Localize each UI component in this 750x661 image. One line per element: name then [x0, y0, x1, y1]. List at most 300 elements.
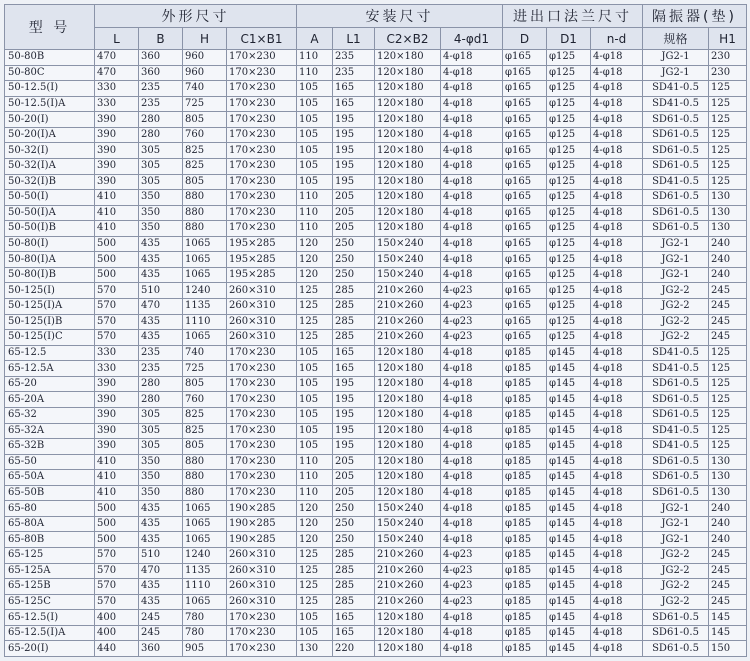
value-cell: 410 — [95, 221, 139, 237]
value-cell: 360 — [139, 65, 183, 81]
table-row — [5, 236, 747, 252]
value-cell: SD41-0.5 — [643, 423, 709, 439]
value-cell: 190×285 — [227, 532, 297, 548]
model-cell: 50-80(I) — [5, 236, 95, 252]
value-cell: 150×240 — [375, 236, 441, 252]
value-cell: 170×230 — [227, 221, 297, 237]
value-cell: 125 — [297, 299, 333, 315]
value-cell: 170×230 — [227, 50, 297, 66]
value-cell: 210×260 — [375, 548, 441, 564]
value-cell: 240 — [709, 252, 747, 268]
value-cell: JG2-1 — [643, 501, 709, 517]
value-cell: 210×260 — [375, 299, 441, 315]
table-row — [5, 81, 747, 97]
value-cell: 120 — [297, 252, 333, 268]
value-cell: 205 — [333, 190, 375, 206]
value-cell: 235 — [139, 81, 183, 97]
column-header: H1 — [709, 28, 747, 50]
value-cell: φ185 — [503, 392, 547, 408]
value-cell: 1065 — [183, 236, 227, 252]
value-cell: 285 — [333, 548, 375, 564]
value-cell: 410 — [95, 470, 139, 486]
value-cell: 470 — [139, 299, 183, 315]
value-cell: 245 — [709, 299, 747, 315]
value-cell: 125 — [297, 563, 333, 579]
table-row — [5, 563, 747, 579]
value-cell: 4-φ18 — [441, 407, 503, 423]
value-cell: 205 — [333, 470, 375, 486]
value-cell: 570 — [95, 579, 139, 595]
value-cell: 125 — [297, 579, 333, 595]
value-cell: 305 — [139, 143, 183, 159]
column-header: 规格 — [643, 28, 709, 50]
value-cell: JG2-2 — [643, 548, 709, 564]
value-cell: 170×230 — [227, 190, 297, 206]
table-row — [5, 594, 747, 610]
value-cell: φ165 — [503, 190, 547, 206]
value-cell: φ145 — [547, 485, 591, 501]
model-cell: 65-80B — [5, 532, 95, 548]
value-cell: φ125 — [547, 174, 591, 190]
value-cell: 245 — [139, 625, 183, 641]
column-header: D1 — [547, 28, 591, 50]
model-cell: 65-12.5(I) — [5, 610, 95, 626]
value-cell: 825 — [183, 407, 227, 423]
value-cell: 4-φ18 — [441, 345, 503, 361]
value-cell: 170×230 — [227, 158, 297, 174]
value-cell: 1065 — [183, 252, 227, 268]
value-cell: 4-φ18 — [591, 516, 643, 532]
value-cell: 125 — [709, 376, 747, 392]
value-cell: 305 — [139, 158, 183, 174]
value-cell: 4-φ18 — [591, 579, 643, 595]
value-cell: 170×230 — [227, 610, 297, 626]
value-cell: 880 — [183, 470, 227, 486]
table-row — [5, 205, 747, 221]
value-cell: 880 — [183, 485, 227, 501]
value-cell: 250 — [333, 532, 375, 548]
table-row — [5, 423, 747, 439]
value-cell: 4-φ18 — [441, 190, 503, 206]
value-cell: 390 — [95, 112, 139, 128]
value-cell: φ145 — [547, 548, 591, 564]
value-cell: 280 — [139, 376, 183, 392]
value-cell: 105 — [297, 407, 333, 423]
column-header: D — [503, 28, 547, 50]
value-cell: 285 — [333, 299, 375, 315]
value-cell: 4-φ18 — [591, 221, 643, 237]
value-cell: 4-φ18 — [591, 190, 643, 206]
column-header: H — [183, 28, 227, 50]
model-cell: 50-12.5(I)A — [5, 96, 95, 112]
value-cell: JG2-1 — [643, 252, 709, 268]
value-cell: φ145 — [547, 594, 591, 610]
value-cell: 195 — [333, 174, 375, 190]
value-cell: 130 — [709, 485, 747, 501]
value-cell: 235 — [139, 96, 183, 112]
value-cell: 435 — [139, 501, 183, 517]
value-cell: 105 — [297, 392, 333, 408]
value-cell: φ185 — [503, 501, 547, 517]
value-cell: φ125 — [547, 81, 591, 97]
value-cell: φ165 — [503, 205, 547, 221]
value-cell: 170×230 — [227, 96, 297, 112]
value-cell: 1065 — [183, 330, 227, 346]
value-cell: 105 — [297, 81, 333, 97]
value-cell: 305 — [139, 423, 183, 439]
value-cell: 125 — [709, 392, 747, 408]
column-header: A — [297, 28, 333, 50]
value-cell: 4-φ18 — [591, 641, 643, 657]
value-cell: 570 — [95, 548, 139, 564]
value-cell: 4-φ18 — [441, 376, 503, 392]
value-cell: 570 — [95, 314, 139, 330]
value-cell: 195 — [333, 392, 375, 408]
value-cell: φ125 — [547, 127, 591, 143]
value-cell: φ125 — [547, 221, 591, 237]
table-row — [5, 407, 747, 423]
value-cell: 240 — [709, 532, 747, 548]
value-cell: 125 — [297, 283, 333, 299]
value-cell: 390 — [95, 407, 139, 423]
value-cell: 390 — [95, 392, 139, 408]
value-cell: 130 — [297, 641, 333, 657]
value-cell: 4-φ18 — [441, 485, 503, 501]
value-cell: 170×230 — [227, 376, 297, 392]
value-cell: 130 — [709, 205, 747, 221]
value-cell: 4-φ18 — [591, 563, 643, 579]
value-cell: 1135 — [183, 563, 227, 579]
value-cell: φ125 — [547, 299, 591, 315]
value-cell: 4-φ18 — [441, 392, 503, 408]
value-cell: 780 — [183, 610, 227, 626]
table-row — [5, 221, 747, 237]
value-cell: 110 — [297, 50, 333, 66]
value-cell: SD61-0.5 — [643, 221, 709, 237]
value-cell: φ125 — [547, 283, 591, 299]
value-cell: 805 — [183, 174, 227, 190]
value-cell: 125 — [709, 158, 747, 174]
value-cell: φ185 — [503, 594, 547, 610]
value-cell: φ145 — [547, 563, 591, 579]
value-cell: 4-φ23 — [441, 283, 503, 299]
value-cell: 4-φ18 — [441, 641, 503, 657]
value-cell: 120×180 — [375, 174, 441, 190]
value-cell: 435 — [139, 532, 183, 548]
value-cell: 4-φ18 — [591, 96, 643, 112]
value-cell: 105 — [297, 96, 333, 112]
value-cell: 105 — [297, 174, 333, 190]
value-cell: 4-φ18 — [591, 236, 643, 252]
value-cell: 105 — [297, 112, 333, 128]
value-cell: φ165 — [503, 96, 547, 112]
value-cell: φ145 — [547, 407, 591, 423]
model-cell: 50-20(I) — [5, 112, 95, 128]
value-cell: 4-φ23 — [441, 314, 503, 330]
model-cell: 65-80A — [5, 516, 95, 532]
value-cell: 435 — [139, 314, 183, 330]
value-cell: φ165 — [503, 127, 547, 143]
value-cell: 360 — [139, 50, 183, 66]
value-cell: 4-φ18 — [441, 361, 503, 377]
value-cell: 110 — [297, 190, 333, 206]
value-cell: 390 — [95, 376, 139, 392]
value-cell: 4-φ18 — [441, 127, 503, 143]
value-cell: φ145 — [547, 470, 591, 486]
value-cell: φ185 — [503, 532, 547, 548]
table-row — [5, 299, 747, 315]
value-cell: 195 — [333, 158, 375, 174]
value-cell: 220 — [333, 641, 375, 657]
value-cell: φ185 — [503, 641, 547, 657]
value-cell: 125 — [297, 314, 333, 330]
table-row — [5, 65, 747, 81]
value-cell: φ125 — [547, 205, 591, 221]
table-row — [5, 625, 747, 641]
installation-dimensions-header: 安装尺寸 — [297, 5, 503, 28]
value-cell: φ125 — [547, 190, 591, 206]
value-cell: φ185 — [503, 470, 547, 486]
value-cell: 4-φ18 — [591, 267, 643, 283]
value-cell: 145 — [709, 625, 747, 641]
value-cell: 120×180 — [375, 190, 441, 206]
table-row — [5, 439, 747, 455]
value-cell: 4-φ18 — [441, 252, 503, 268]
value-cell: 4-φ18 — [591, 407, 643, 423]
value-cell: 210×260 — [375, 594, 441, 610]
value-cell: 105 — [297, 610, 333, 626]
value-cell: φ125 — [547, 96, 591, 112]
value-cell: φ145 — [547, 392, 591, 408]
value-cell: 805 — [183, 112, 227, 128]
value-cell: φ165 — [503, 81, 547, 97]
table-row — [5, 174, 747, 190]
value-cell: 260×310 — [227, 330, 297, 346]
value-cell: 960 — [183, 50, 227, 66]
value-cell: SD61-0.5 — [643, 407, 709, 423]
model-cell: 50-80B — [5, 50, 95, 66]
value-cell: φ145 — [547, 423, 591, 439]
value-cell: 780 — [183, 625, 227, 641]
value-cell: 260×310 — [227, 563, 297, 579]
value-cell: 440 — [95, 641, 139, 657]
value-cell: 170×230 — [227, 345, 297, 361]
value-cell: 250 — [333, 236, 375, 252]
table-row — [5, 143, 747, 159]
value-cell: 120×180 — [375, 81, 441, 97]
value-cell: 330 — [95, 96, 139, 112]
value-cell: 235 — [333, 65, 375, 81]
value-cell: 110 — [297, 221, 333, 237]
value-cell: φ185 — [503, 454, 547, 470]
model-cell: 65-125 — [5, 548, 95, 564]
value-cell: 905 — [183, 641, 227, 657]
value-cell: 150×240 — [375, 501, 441, 517]
value-cell: 4-φ18 — [441, 205, 503, 221]
value-cell: 4-φ18 — [591, 143, 643, 159]
value-cell: 170×230 — [227, 407, 297, 423]
value-cell: 285 — [333, 330, 375, 346]
value-cell: 1135 — [183, 299, 227, 315]
value-cell: 110 — [297, 454, 333, 470]
model-cell: 50-50(I)A — [5, 205, 95, 221]
value-cell: 390 — [95, 174, 139, 190]
value-cell: SD61-0.5 — [643, 158, 709, 174]
column-header: n-d — [591, 28, 643, 50]
value-cell: 4-φ18 — [591, 283, 643, 299]
value-cell: 305 — [139, 407, 183, 423]
value-cell: 4-φ18 — [591, 330, 643, 346]
value-cell: 120×180 — [375, 376, 441, 392]
value-cell: 120×180 — [375, 96, 441, 112]
value-cell: 170×230 — [227, 625, 297, 641]
value-cell: 4-φ18 — [591, 594, 643, 610]
value-cell: JG2-2 — [643, 579, 709, 595]
value-cell: 125 — [709, 143, 747, 159]
value-cell: 240 — [709, 236, 747, 252]
value-cell: 125 — [297, 330, 333, 346]
value-cell: φ185 — [503, 407, 547, 423]
value-cell: φ185 — [503, 548, 547, 564]
value-cell: 105 — [297, 345, 333, 361]
value-cell: 4-φ18 — [591, 50, 643, 66]
value-cell: φ165 — [503, 143, 547, 159]
value-cell: 825 — [183, 423, 227, 439]
value-cell: φ145 — [547, 610, 591, 626]
value-cell: 805 — [183, 376, 227, 392]
value-cell: 4-φ18 — [441, 65, 503, 81]
model-cell: 50-32(I) — [5, 143, 95, 159]
value-cell: 470 — [139, 563, 183, 579]
value-cell: 4-φ23 — [441, 594, 503, 610]
value-cell: 4-φ18 — [441, 267, 503, 283]
value-cell: 205 — [333, 205, 375, 221]
value-cell: 500 — [95, 501, 139, 517]
value-cell: 4-φ18 — [591, 345, 643, 361]
model-cell: 65-32B — [5, 439, 95, 455]
value-cell: SD41-0.5 — [643, 81, 709, 97]
value-cell: 285 — [333, 314, 375, 330]
value-cell: 120×180 — [375, 423, 441, 439]
value-cell: 880 — [183, 454, 227, 470]
model-cell: 65-80 — [5, 501, 95, 517]
value-cell: φ125 — [547, 158, 591, 174]
value-cell: 245 — [709, 314, 747, 330]
model-cell: 65-125B — [5, 579, 95, 595]
value-cell: 4-φ18 — [441, 423, 503, 439]
model-cell: 50-80(I)A — [5, 252, 95, 268]
column-header: C1×B1 — [227, 28, 297, 50]
value-cell: 245 — [709, 563, 747, 579]
value-cell: 125 — [709, 345, 747, 361]
model-cell: 50-32(I)B — [5, 174, 95, 190]
value-cell: 4-φ18 — [591, 127, 643, 143]
value-cell: 330 — [95, 345, 139, 361]
value-cell: 725 — [183, 361, 227, 377]
value-cell: 120×180 — [375, 641, 441, 657]
value-cell: 1065 — [183, 516, 227, 532]
value-cell: 250 — [333, 267, 375, 283]
value-cell: 245 — [709, 548, 747, 564]
value-cell: 350 — [139, 205, 183, 221]
value-cell: φ145 — [547, 532, 591, 548]
value-cell: 245 — [139, 610, 183, 626]
value-cell: 4-φ18 — [591, 532, 643, 548]
value-cell: φ125 — [547, 314, 591, 330]
value-cell: JG2-1 — [643, 267, 709, 283]
value-cell: φ165 — [503, 283, 547, 299]
value-cell: SD61-0.5 — [643, 485, 709, 501]
model-cell: 65-20(I) — [5, 641, 95, 657]
value-cell: 435 — [139, 579, 183, 595]
value-cell: 240 — [709, 516, 747, 532]
value-cell: 4-φ18 — [441, 454, 503, 470]
value-cell: 145 — [709, 610, 747, 626]
model-cell: 50-50(I)B — [5, 221, 95, 237]
value-cell: 195×285 — [227, 252, 297, 268]
value-cell: SD41-0.5 — [643, 361, 709, 377]
table-row — [5, 516, 747, 532]
value-cell: 4-φ18 — [441, 112, 503, 128]
value-cell: 390 — [95, 143, 139, 159]
model-cell: 50-80(I)B — [5, 267, 95, 283]
value-cell: 4-φ18 — [441, 158, 503, 174]
value-cell: 305 — [139, 439, 183, 455]
value-cell: 120×180 — [375, 361, 441, 377]
value-cell: JG2-2 — [643, 330, 709, 346]
value-cell: 470 — [95, 65, 139, 81]
value-cell: 125 — [709, 174, 747, 190]
value-cell: SD41-0.5 — [643, 174, 709, 190]
value-cell: 570 — [95, 330, 139, 346]
value-cell: 105 — [297, 625, 333, 641]
table-row — [5, 314, 747, 330]
value-cell: 170×230 — [227, 81, 297, 97]
table-row — [5, 127, 747, 143]
value-cell: 4-φ18 — [591, 158, 643, 174]
value-cell: φ125 — [547, 252, 591, 268]
value-cell: 410 — [95, 485, 139, 501]
value-cell: JG2-1 — [643, 65, 709, 81]
value-cell: φ145 — [547, 376, 591, 392]
value-cell: 120×180 — [375, 221, 441, 237]
value-cell: φ125 — [547, 50, 591, 66]
value-cell: 435 — [139, 252, 183, 268]
value-cell: 125 — [709, 112, 747, 128]
value-cell: 470 — [95, 50, 139, 66]
value-cell: 880 — [183, 221, 227, 237]
table-row — [5, 485, 747, 501]
value-cell: 825 — [183, 158, 227, 174]
value-cell: 125 — [709, 96, 747, 112]
value-cell: φ165 — [503, 267, 547, 283]
outer-dimensions-header: 外形尺寸 — [95, 5, 297, 28]
value-cell: 285 — [333, 563, 375, 579]
value-cell: φ125 — [547, 267, 591, 283]
value-cell: 570 — [95, 283, 139, 299]
flange-dimensions-header: 进出口法兰尺寸 — [503, 5, 643, 28]
value-cell: 195 — [333, 423, 375, 439]
value-cell: 4-φ18 — [441, 516, 503, 532]
column-header: C2×B2 — [375, 28, 441, 50]
value-cell: 350 — [139, 221, 183, 237]
value-cell: 210×260 — [375, 314, 441, 330]
model-cell: 65-12.5 — [5, 345, 95, 361]
value-cell: 570 — [95, 563, 139, 579]
value-cell: 120×180 — [375, 470, 441, 486]
model-cell: 65-125A — [5, 563, 95, 579]
isolator-header: 隔振器(垫) — [643, 5, 747, 28]
